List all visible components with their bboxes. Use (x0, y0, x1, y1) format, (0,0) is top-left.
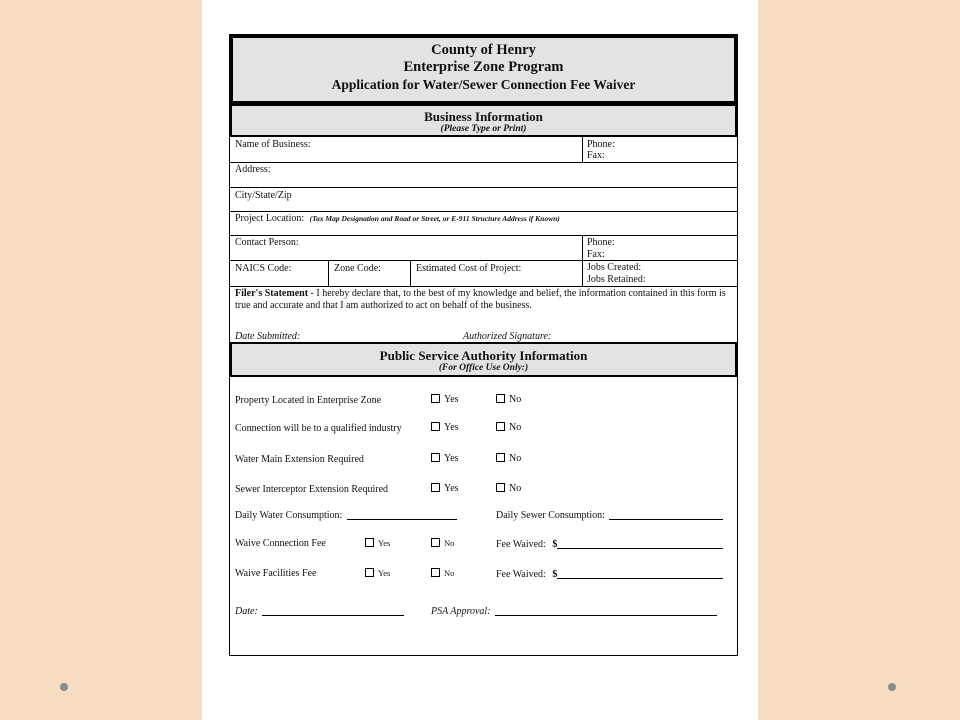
checkbox-icon[interactable] (431, 453, 440, 462)
sewer-interceptor-extension-no[interactable]: No (496, 483, 521, 495)
qualified-industry-yes[interactable]: Yes (431, 422, 459, 434)
connection-fee-waived-label: Fee Waived: (496, 539, 546, 550)
psa-section-title: Public Service Authority Information (379, 348, 588, 363)
authorized-signature-label[interactable]: Authorized Signature: (463, 331, 552, 342)
row-divider (230, 211, 737, 212)
column-divider (582, 137, 583, 162)
jobs-created-label[interactable]: Jobs Created: (587, 262, 642, 273)
row-divider (230, 260, 737, 261)
sewer-interceptor-extension-yes[interactable]: Yes (431, 483, 459, 495)
name-of-business-label[interactable]: Name of Business: (235, 139, 311, 150)
estimated-cost-label[interactable]: Estimated Cost of Project: (416, 263, 522, 274)
phone-label[interactable]: Phone: (587, 139, 615, 150)
next-slide-dot[interactable] (888, 683, 896, 691)
waive-connection-fee-yes[interactable]: Yes (365, 537, 390, 549)
date-blank[interactable] (262, 605, 404, 616)
fax-label[interactable]: Fax: (587, 150, 605, 161)
daily-sewer-consumption-blank[interactable] (609, 509, 723, 520)
row-divider (230, 187, 737, 188)
psa-approval-blank[interactable] (495, 605, 717, 616)
city-state-zip-label[interactable]: City/State/Zip (235, 190, 292, 201)
contact-phone-label[interactable]: Phone: (587, 237, 615, 248)
checkbox-icon[interactable] (496, 422, 505, 431)
county-title: County of Henry (431, 42, 536, 58)
checkbox-icon[interactable] (431, 483, 440, 492)
waive-connection-fee-no[interactable]: No (431, 537, 454, 549)
daily-water-consumption-label: Daily Water Consumption: (235, 510, 343, 521)
date-submitted-label[interactable]: Date Submitted: (235, 331, 301, 342)
connection-fee-waived-field[interactable] (496, 538, 723, 551)
project-location-hint: (Tax Map Designation and Road or Street, or E-911 Structure Address if Known) (309, 214, 560, 223)
filers-statement-lead: Filer's Statement (235, 288, 309, 299)
address-label[interactable]: Address: (235, 164, 271, 175)
psa-approval-label: PSA Approval: (431, 606, 491, 617)
checkbox-icon[interactable] (431, 538, 440, 547)
psa-section-header (230, 342, 737, 377)
row-divider (230, 286, 737, 287)
facilities-fee-waived-label: Fee Waived: (496, 569, 546, 580)
connection-fee-waived-blank[interactable] (557, 538, 723, 549)
zone-code-label[interactable]: Zone Code: (334, 263, 381, 274)
daily-sewer-consumption-label: Daily Sewer Consumption: (496, 510, 605, 521)
qualified-industry-no[interactable]: No (496, 422, 521, 434)
psa-approval-field[interactable] (431, 605, 717, 618)
jobs-retained-label[interactable]: Jobs Retained: (587, 274, 646, 285)
waive-facilities-fee-yes[interactable]: Yes (365, 567, 390, 579)
column-divider (410, 260, 411, 286)
project-location-label[interactable] (235, 213, 560, 224)
property-enterprise-zone-no[interactable]: No (496, 394, 521, 406)
daily-water-consumption-field[interactable] (235, 509, 457, 522)
checkbox-icon[interactable] (365, 568, 374, 577)
checkbox-icon[interactable] (365, 538, 374, 547)
daily-sewer-consumption-field[interactable] (496, 509, 723, 522)
waive-facilities-fee-label: Waive Facilities Fee (235, 568, 317, 579)
qualified-industry-label: Connection will be to a qualified industry (235, 423, 402, 434)
business-section-title: Business Information (424, 109, 543, 124)
form-header (230, 35, 737, 104)
filers-statement-text: - I hereby declare that, to the best of my knowledge and belief, the information contained in this form is true and accurate and that I am authorized to act on behalf of the business. (235, 288, 726, 311)
application-form (229, 34, 738, 656)
business-section-header (230, 104, 737, 137)
column-divider (582, 235, 583, 286)
checkbox-icon[interactable] (496, 453, 505, 462)
checkbox-icon[interactable] (496, 483, 505, 492)
facilities-fee-currency: $ (552, 569, 558, 580)
project-location-text: Project Location: (235, 213, 305, 224)
sewer-interceptor-extension-label: Sewer Interceptor Extension Required (235, 484, 389, 495)
application-title: Application for Water/Sewer Connection Fee Waiver (331, 77, 636, 92)
contact-fax-label[interactable]: Fax: (587, 249, 605, 260)
column-divider (328, 260, 329, 286)
water-main-extension-yes[interactable]: Yes (431, 453, 459, 465)
checkbox-icon[interactable] (496, 394, 505, 403)
date-field[interactable] (235, 605, 404, 618)
facilities-fee-waived-blank[interactable] (557, 568, 723, 579)
connection-fee-currency: $ (552, 539, 558, 550)
naics-code-label[interactable]: NAICS Code: (235, 263, 292, 274)
daily-water-consumption-blank[interactable] (347, 509, 457, 520)
program-title: Enterprise Zone Program (403, 59, 564, 75)
checkbox-icon[interactable] (431, 394, 440, 403)
water-main-extension-no[interactable]: No (496, 453, 521, 465)
contact-person-label[interactable]: Contact Person: (235, 237, 299, 248)
checkbox-icon[interactable] (431, 568, 440, 577)
property-enterprise-zone-label: Property Located in Enterprise Zone (235, 395, 382, 406)
water-main-extension-label: Water Main Extension Required (235, 454, 364, 465)
property-enterprise-zone-yes[interactable]: Yes (431, 394, 459, 406)
waive-facilities-fee-no[interactable]: No (431, 567, 454, 579)
row-divider (230, 235, 737, 236)
previous-slide-dot[interactable] (60, 683, 68, 691)
checkbox-icon[interactable] (431, 422, 440, 431)
psa-section-subtitle: (For Office Use Only:) (438, 363, 529, 373)
waive-connection-fee-label: Waive Connection Fee (235, 538, 326, 549)
date-label: Date: (235, 606, 258, 617)
facilities-fee-waived-field[interactable] (496, 568, 723, 581)
row-divider (230, 162, 737, 163)
business-section-subtitle: (Please Type or Print) (440, 124, 527, 134)
filers-statement (235, 288, 730, 311)
